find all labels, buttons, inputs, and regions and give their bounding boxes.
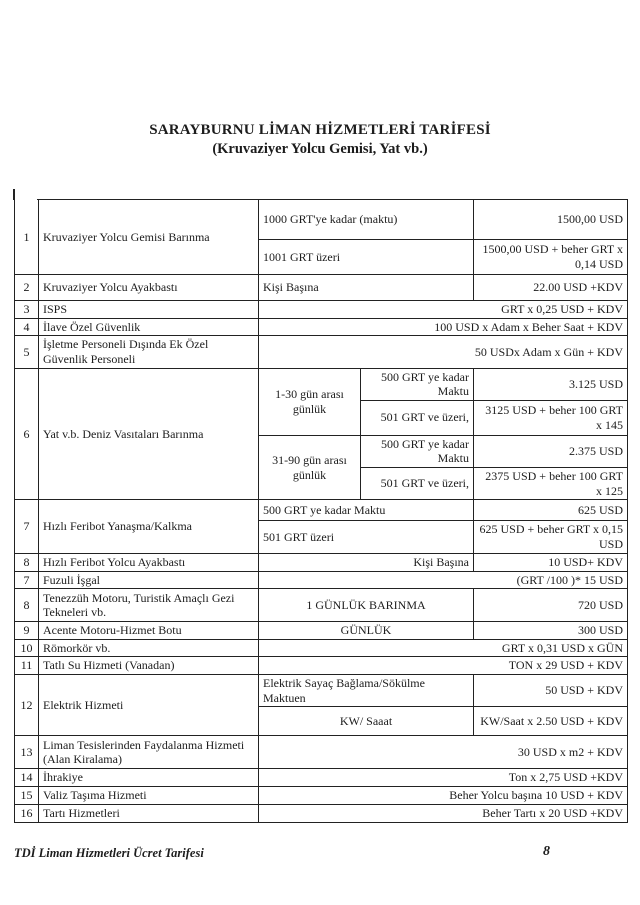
condition-cell: 500 GRT ye kadar Maktu bbox=[361, 368, 474, 400]
table-row bbox=[15, 500, 628, 521]
condition-cell: Kişi Başına bbox=[259, 275, 474, 301]
footer-document-title: TDİ Liman Hizmetleri Ücret Tarifesi bbox=[14, 846, 204, 860]
table-row bbox=[15, 786, 628, 804]
row-number-cell: 8 bbox=[15, 589, 39, 622]
table-row bbox=[15, 318, 628, 336]
condition-cell: 501 GRT üzeri bbox=[259, 521, 474, 553]
value-cell: 3.125 USD bbox=[474, 368, 628, 400]
condition-cell: 501 GRT ve üzeri, bbox=[361, 400, 474, 435]
value-cell: Ton x 2,75 USD +KDV bbox=[259, 769, 628, 787]
value-cell: 1500,00 USD + beher GRT x 0,14 USD bbox=[474, 240, 628, 275]
value-cell: GRT x 0,31 USD x GÜN bbox=[259, 639, 628, 657]
table-row bbox=[15, 657, 628, 675]
row-number-cell: 4 bbox=[15, 318, 39, 336]
table-row bbox=[15, 571, 628, 589]
value-cell: 720 USD bbox=[474, 589, 628, 622]
condition-cell: 1 GÜNLÜK BARINMA bbox=[259, 589, 474, 622]
value-cell: 22.00 USD +KDV bbox=[474, 275, 628, 301]
condition-cell: 501 GRT ve üzeri, bbox=[361, 468, 474, 500]
service-cell: Liman Tesislerinden Faydalanma Hizmeti (Alan Kiralama) bbox=[39, 736, 259, 769]
value-cell: GRT x 0,25 USD + KDV bbox=[259, 301, 628, 319]
condition-cell: Kişi Başına bbox=[259, 553, 474, 571]
page-number: 8 bbox=[543, 844, 550, 859]
row-number-cell: 7 bbox=[15, 500, 39, 553]
row-number-cell: 15 bbox=[15, 786, 39, 804]
value-cell: 300 USD bbox=[474, 622, 628, 640]
table-row bbox=[15, 336, 628, 368]
table-row bbox=[15, 639, 628, 657]
value-cell: 2.375 USD bbox=[474, 435, 628, 467]
condition-cell: KW/ Saaat bbox=[259, 707, 474, 736]
period-cell: 1-30 gün arası günlük bbox=[259, 368, 361, 435]
period-cell: 31-90 gün arası günlük bbox=[259, 435, 361, 500]
table-row bbox=[15, 769, 628, 787]
service-cell: ISPS bbox=[39, 301, 259, 319]
scan-border-tick bbox=[13, 189, 15, 200]
value-cell: 10 USD+ KDV bbox=[474, 553, 628, 571]
table-row bbox=[15, 804, 628, 822]
value-cell: 2375 USD + beher 100 GRT x 125 bbox=[474, 468, 628, 500]
table-row bbox=[15, 736, 628, 769]
row-number-cell: 8 bbox=[15, 553, 39, 571]
row-number-cell: 9 bbox=[15, 622, 39, 640]
table-row bbox=[15, 275, 628, 301]
table-row bbox=[15, 589, 628, 622]
value-cell: 50 USDx Adam x Gün + KDV bbox=[259, 336, 628, 368]
table-row bbox=[15, 553, 628, 571]
service-cell: Kruvaziyer Yolcu Gemisi Barınma bbox=[39, 200, 259, 275]
row-number-cell: 1 bbox=[15, 200, 39, 275]
row-number-cell: 11 bbox=[15, 657, 39, 675]
value-cell: 50 USD + KDV bbox=[474, 675, 628, 707]
service-cell: Kruvaziyer Yolcu Ayakbastı bbox=[39, 275, 259, 301]
service-cell: Tenezzüh Motoru, Turistik Amaçlı Gezi Tekneleri vb. bbox=[39, 589, 259, 622]
service-cell: İlave Özel Güvenlik bbox=[39, 318, 259, 336]
value-cell: KW/Saat x 2.50 USD + KDV bbox=[474, 707, 628, 736]
value-cell: 3125 USD + beher 100 GRT x 145 bbox=[474, 400, 628, 435]
value-cell: 100 USD x Adam x Beher Saat + KDV bbox=[259, 318, 628, 336]
service-cell: Fuzuli İşgal bbox=[39, 571, 259, 589]
value-cell: 625 USD + beher GRT x 0,15 USD bbox=[474, 521, 628, 553]
service-cell: Elektrik Hizmeti bbox=[39, 675, 259, 736]
service-cell: Hızlı Feribot Yanaşma/Kalkma bbox=[39, 500, 259, 553]
service-cell: Hızlı Feribot Yolcu Ayakbastı bbox=[39, 553, 259, 571]
value-cell: Beher Tartı x 20 USD +KDV bbox=[259, 804, 628, 822]
service-cell: Tartı Hizmetleri bbox=[39, 804, 259, 822]
value-cell: (GRT /100 )* 15 USD bbox=[259, 571, 628, 589]
value-cell: 625 USD bbox=[474, 500, 628, 521]
service-cell: Römorkör vb. bbox=[39, 639, 259, 657]
row-number-cell: 3 bbox=[15, 301, 39, 319]
service-cell: Tatlı Su Hizmeti (Vanadan) bbox=[39, 657, 259, 675]
value-cell: 1500,00 USD bbox=[474, 200, 628, 240]
condition-cell: 1001 GRT üzeri bbox=[259, 240, 474, 275]
page-title: SARAYBURNU LİMAN HİZMETLERİ TARİFESİ bbox=[149, 122, 491, 138]
table-row bbox=[15, 368, 628, 400]
row-number-cell: 12 bbox=[15, 675, 39, 736]
condition-cell: 1000 GRT'ye kadar (maktu) bbox=[259, 200, 474, 240]
service-cell: Acente Motoru-Hizmet Botu bbox=[39, 622, 259, 640]
table-row bbox=[15, 675, 628, 707]
row-number-cell: 10 bbox=[15, 639, 39, 657]
row-number-cell: 13 bbox=[15, 736, 39, 769]
condition-cell: Elektrik Sayaç Bağlama/Sökülme Maktuen bbox=[259, 675, 474, 707]
tariff-table bbox=[14, 199, 628, 823]
value-cell: 30 USD x m2 + KDV bbox=[259, 736, 628, 769]
table-row bbox=[15, 301, 628, 319]
service-cell: Yat v.b. Deniz Vasıtaları Barınma bbox=[39, 368, 259, 500]
table-row bbox=[15, 200, 628, 240]
table-row bbox=[15, 622, 628, 640]
service-cell: Valiz Taşıma Hizmeti bbox=[39, 786, 259, 804]
condition-cell: GÜNLÜK bbox=[259, 622, 474, 640]
condition-cell: 500 GRT ye kadar Maktu bbox=[361, 435, 474, 467]
row-number-cell: 16 bbox=[15, 804, 39, 822]
row-number-cell: 7 bbox=[15, 571, 39, 589]
row-number-cell: 2 bbox=[15, 275, 39, 301]
row-number-cell: 5 bbox=[15, 336, 39, 368]
row-number-cell: 14 bbox=[15, 769, 39, 787]
page-subtitle: (Kruvaziyer Yolcu Gemisi, Yat vb.) bbox=[212, 141, 428, 157]
condition-cell: 500 GRT ye kadar Maktu bbox=[259, 500, 474, 521]
service-cell: İşletme Personeli Dışında Ek Özel Güvenlik Personeli bbox=[39, 336, 259, 368]
value-cell: Beher Yolcu başına 10 USD + KDV bbox=[259, 786, 628, 804]
row-number-cell: 6 bbox=[15, 368, 39, 500]
scan-border-gap bbox=[15, 197, 37, 201]
value-cell: TON x 29 USD + KDV bbox=[259, 657, 628, 675]
service-cell: İhrakiye bbox=[39, 769, 259, 787]
